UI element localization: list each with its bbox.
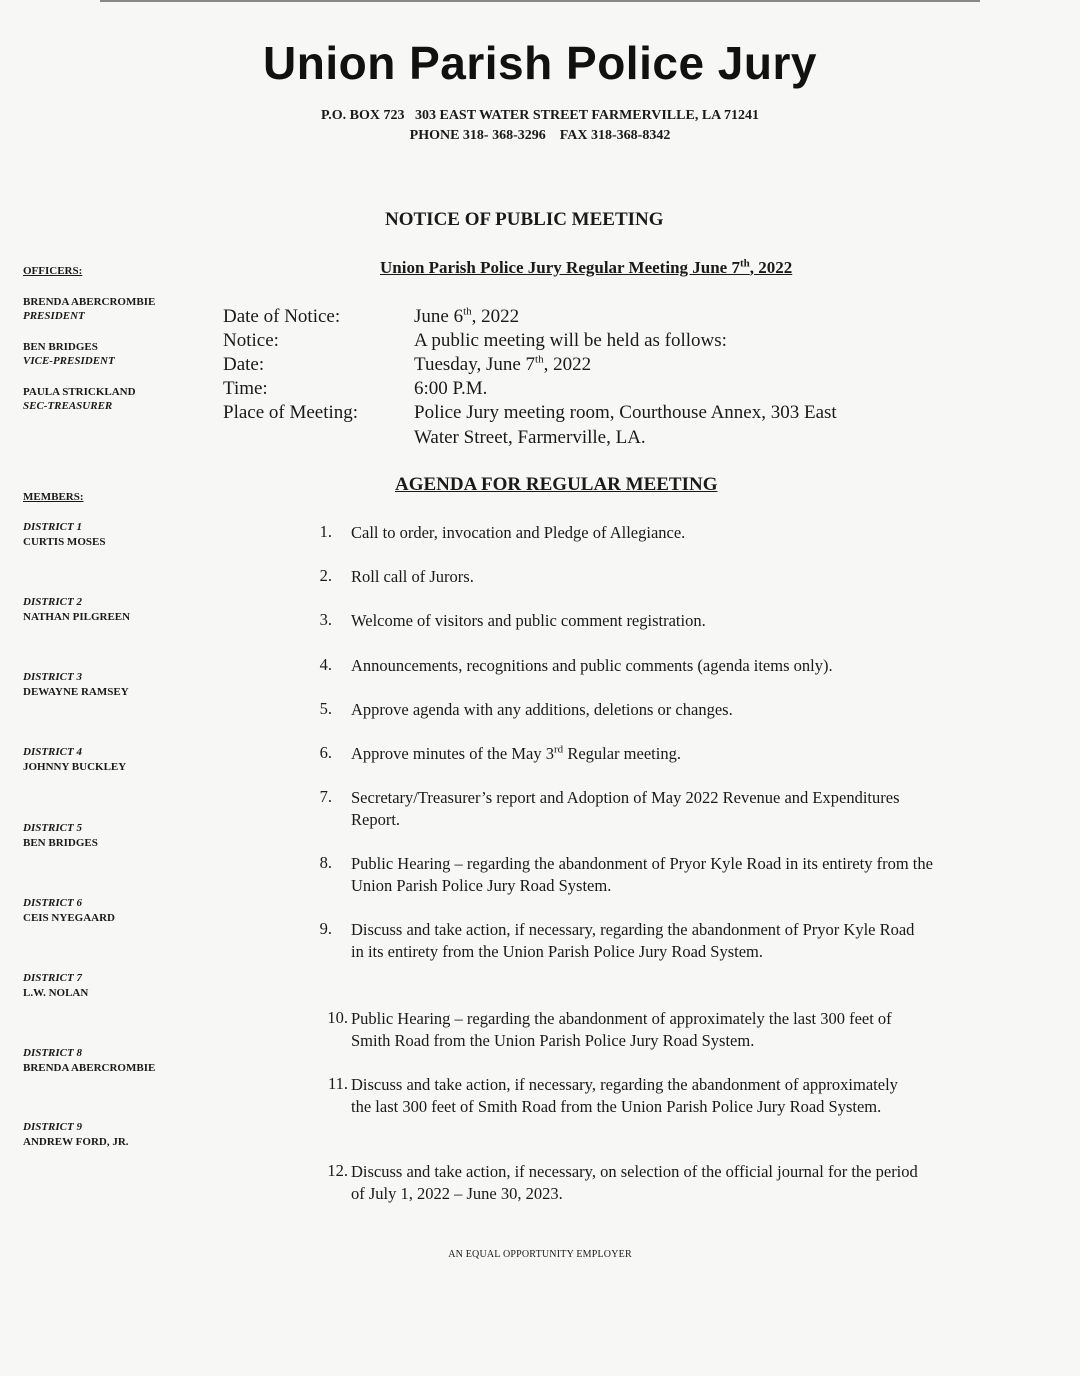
time-label: Time: [223,378,268,399]
member-name: NATHAN PILGREEN [23,611,131,623]
meeting-title-text: Union Parish Police Jury Regular Meeting June 7 [380,258,740,277]
member-district: DISTRICT 2 [23,596,82,608]
date-year: , 2022 [543,354,592,375]
agenda-item-text [351,743,931,765]
agenda-item-text: Call to order, invocation and Pledge of Allegiance. [351,523,686,542]
member-name: BRENDA ABERCROMBIE [23,1062,156,1074]
letterhead-phone-fax: PHONE 318- 368-3296 FAX 318-368-8342 [409,128,671,143]
place-value-line1: Police Jury meeting room, Courthouse Annex, 303 East [414,402,837,423]
agenda-item-text: Public Hearing – regarding the abandonment of Pryor Kyle Road in its entirety from the Union Parish Police Jury Road System. [351,854,933,895]
notice-heading: NOTICE OF PUBLIC MEETING [385,209,664,230]
meeting-title [380,258,792,278]
agenda-item-number: 2. [319,566,332,585]
member-district: DISTRICT 3 [23,671,82,683]
date-sup: th [535,353,544,366]
officer-role: SEC-TREASURER [23,400,113,412]
member-name: L.W. NOLAN [23,987,89,999]
agenda-item-text: Discuss and take action, if necessary, on selection of the official journal for the period of July 1, 2022 – June 30, 2023. [351,1162,918,1203]
agenda-item-number: 7. [319,787,332,806]
date-of-notice-label: Date of Notice: [223,306,341,327]
agenda-item-number: 1. [319,522,332,541]
agenda-item-text: Secretary/Treasurer’s report and Adoption of May 2022 Revenue and Expenditures Report. [351,788,900,829]
officer-role: VICE-PRESIDENT [23,355,115,367]
agenda-item-text: Discuss and take action, if necessary, regarding the abandonment of approximately the last 300 feet of Smith Road from the Union Parish Police Jury Road System. [351,1075,898,1116]
agenda-item-number: 6. [319,743,332,762]
member-district: DISTRICT 4 [23,746,82,758]
agenda-item-text: Discuss and take action, if necessary, regarding the abandonment of Pryor Kyle Road in its entirety from the Union Parish Police Jury Road System. [351,920,915,961]
member-district: DISTRICT 6 [23,897,82,909]
agenda-item-text: Public Hearing – regarding the abandonment of approximately the last 300 feet of Smith Road from the Union Parish Police Jury Road System. [351,1009,892,1050]
agenda-item-sup: rd [554,743,564,756]
officer-role: PRESIDENT [23,310,85,322]
letterhead-title: Union Parish Police Jury [263,37,817,89]
date-label: Date: [223,354,265,375]
date-of-notice-sup: th [463,305,472,318]
agenda-item-text: Approve agenda with any additions, deletions or changes. [351,700,733,719]
agenda-heading: AGENDA FOR REGULAR MEETING [395,474,718,495]
officer-name: BEN BRIDGES [23,341,98,353]
agenda-item-text: Welcome of visitors and public comment registration. [351,611,706,630]
agenda-item-text: Roll call of Jurors. [351,567,474,586]
date-of-notice-year: , 2022 [471,306,520,327]
member-district: DISTRICT 5 [23,822,82,834]
place-label: Place of Meeting: [223,402,359,423]
agenda-item-number: 9. [319,919,332,938]
member-name: ANDREW FORD, JR. [23,1136,129,1148]
agenda-item-number: 8. [319,853,332,872]
agenda-item-number: 3. [319,610,332,629]
meeting-title-sup: th [739,257,750,270]
member-district: DISTRICT 7 [23,972,82,984]
agenda-item-text-part: Approve minutes of the May 3 [351,744,555,763]
time-value: 6:00 P.M. [414,378,488,399]
agenda-item-number: 12. [327,1161,348,1180]
member-name: CEIS NYEGAARD [23,912,115,924]
date-text: Tuesday, June 7 [414,354,536,375]
date-of-notice-value [414,306,519,328]
member-name: DEWAYNE RAMSEY [23,686,129,698]
agenda-item-number: 4. [319,655,332,674]
date-value [414,354,591,376]
agenda-item-number: 10. [327,1008,348,1027]
footer-eeo: AN EQUAL OPPORTUNITY EMPLOYER [448,1249,632,1260]
member-district: DISTRICT 1 [23,521,82,533]
date-of-notice-text: June 6 [414,306,464,327]
place-value-line2: Water Street, Farmerville, LA. [414,427,646,448]
member-district: DISTRICT 8 [23,1047,82,1059]
members-heading: MEMBERS: [23,491,84,503]
agenda-item-text: Announcements, recognitions and public comments (agenda items only). [351,656,833,675]
letterhead-address: P.O. BOX 723 303 EAST WATER STREET FARMERVILLE, LA 71241 [320,108,759,123]
officer-name: PAULA STRICKLAND [23,386,136,398]
member-name: JOHNNY BUCKLEY [23,761,127,773]
meeting-title-year: , 2022 [749,258,793,277]
officers-heading: OFFICERS: [23,265,83,277]
notice-value: A public meeting will be held as follows: [414,330,727,351]
officer-name: BRENDA ABERCROMBIE [23,296,156,308]
top-rule [100,0,980,2]
notice-label: Notice: [223,330,279,351]
member-district: DISTRICT 9 [23,1121,82,1133]
agenda-item-number: 5. [319,699,332,718]
member-name: BEN BRIDGES [23,837,98,849]
member-name: CURTIS MOSES [23,536,106,548]
agenda-item-text-part: Regular meeting. [563,744,681,763]
agenda-item-number: 11. [327,1074,348,1093]
